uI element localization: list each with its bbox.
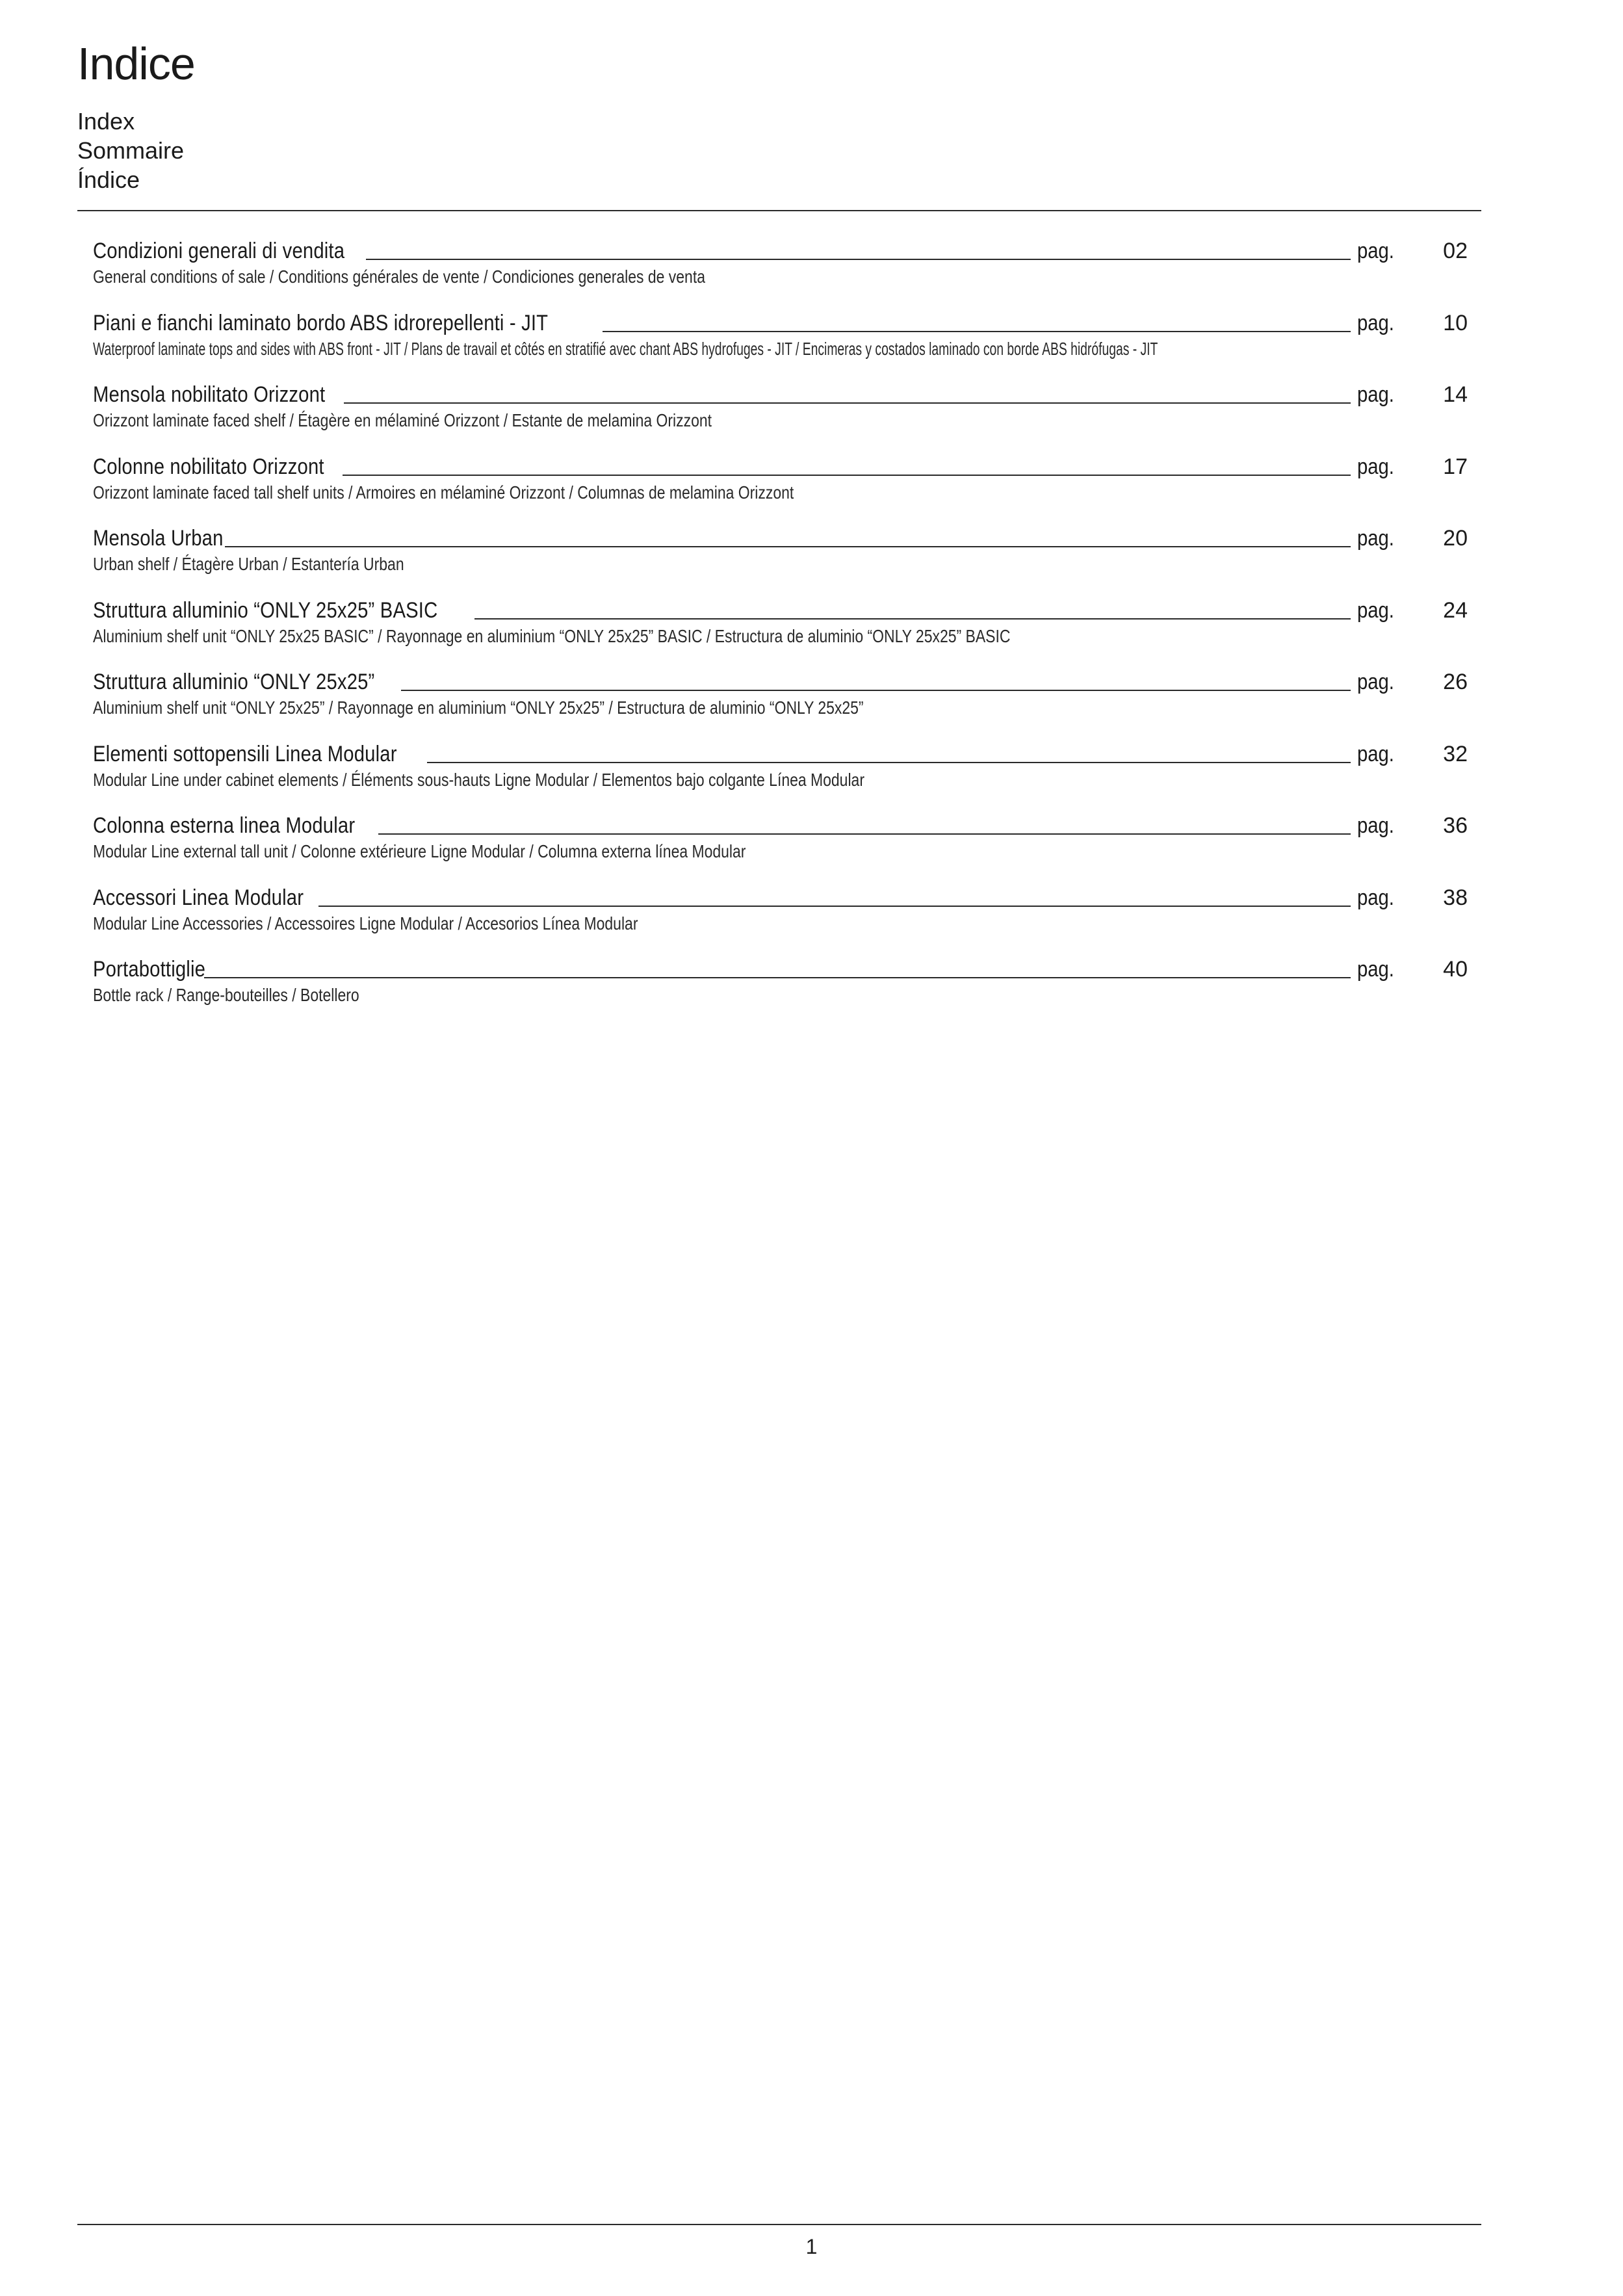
toc-entry[interactable] — [93, 952, 1468, 1024]
toc-entry-row — [93, 306, 1468, 336]
toc-entry[interactable] — [93, 881, 1468, 953]
toc-entry-title[interactable]: Struttura alluminio “ONLY 25x25” BASIC — [93, 597, 438, 623]
table-of-contents — [93, 234, 1468, 1024]
header-divider — [77, 210, 1481, 211]
toc-entry-description: Urban shelf / Étagère Urban / Estantería Urban — [93, 554, 404, 574]
page-number: 1 — [805, 2235, 818, 2258]
toc-entry-description: Aluminium shelf unit “ONLY 25x25” / Rayonnage en aluminium “ONLY 25x25” / Estructura de aluminio “ONLY 25x25” — [93, 698, 864, 718]
toc-leader-line — [474, 618, 1351, 620]
toc-entry-row — [93, 952, 1468, 982]
toc-leader-line — [225, 546, 1351, 547]
toc-entry-row — [93, 521, 1468, 551]
toc-entry-title[interactable]: Accessori Linea Modular — [93, 885, 304, 910]
toc-page-label: pag. — [1357, 957, 1394, 982]
toc-entry-title[interactable]: Condizioni generali di vendita — [93, 239, 345, 263]
toc-page-number[interactable]: 32 — [1443, 741, 1468, 766]
toc-entry-row — [93, 809, 1468, 839]
toc-entry-row — [93, 450, 1468, 480]
toc-page-label: pag. — [1357, 382, 1394, 407]
toc-page-number[interactable]: 14 — [1443, 382, 1468, 407]
toc-entry-row — [93, 665, 1468, 695]
toc-leader-line — [401, 690, 1351, 691]
subtitle-french: Sommaire — [77, 137, 185, 164]
toc-leader-line — [343, 475, 1351, 476]
toc-entry-description: Orizzont laminate faced tall shelf units / Armoires en mélaminé Orizzont / Columnas de melamina Orizzont — [93, 482, 794, 502]
toc-entry[interactable] — [93, 594, 1468, 666]
toc-leader-line — [204, 977, 1351, 978]
toc-page-number[interactable]: 10 — [1443, 310, 1468, 335]
toc-entry-title[interactable]: Portabottiglie — [93, 957, 206, 982]
toc-page-label: pag. — [1357, 526, 1394, 551]
toc-page-label: pag. — [1357, 310, 1394, 335]
toc-entry[interactable] — [93, 737, 1468, 809]
toc-entry-row — [93, 737, 1468, 767]
toc-entry-title[interactable]: Elementi sottopensili Linea Modular — [93, 741, 397, 766]
toc-entry[interactable] — [93, 809, 1468, 881]
toc-entry-title[interactable]: Colonna esterna linea Modular — [93, 813, 356, 838]
toc-entry[interactable] — [93, 306, 1468, 378]
toc-entry-description: Modular Line Accessories / Accessoires Ligne Modular / Accesorios Línea Modular — [93, 913, 638, 933]
footer-divider — [77, 2224, 1481, 2225]
toc-leader-line — [318, 906, 1351, 907]
toc-page-label: pag. — [1357, 741, 1394, 766]
page-header — [77, 34, 1481, 194]
toc-entry-title[interactable]: Piani e fianchi laminato bordo ABS idrorepellenti - JIT — [93, 310, 549, 335]
toc-page-label: pag. — [1357, 454, 1394, 479]
toc-page-label: pag. — [1357, 670, 1394, 694]
toc-page-number[interactable]: 36 — [1443, 813, 1468, 838]
toc-entry-row — [93, 378, 1468, 408]
toc-entry-description: Modular Line external tall unit / Colonne extérieure Ligne Modular / Columna externa línea Modular — [93, 841, 746, 861]
toc-page-number[interactable]: 24 — [1443, 597, 1468, 623]
toc-entry[interactable] — [93, 378, 1468, 450]
toc-entry-title[interactable]: Mensola Urban — [93, 526, 224, 551]
toc-leader-line — [378, 833, 1351, 835]
toc-page-number[interactable]: 17 — [1443, 454, 1468, 479]
toc-entry-description: Orizzont laminate faced shelf / Étagère en mélaminé Orizzont / Estante de melamina Orizzont — [93, 410, 712, 430]
subtitle-spanish: Índice — [77, 166, 140, 193]
toc-entry[interactable] — [93, 450, 1468, 522]
subtitle-list — [77, 107, 1481, 194]
toc-page-label: pag. — [1357, 813, 1394, 838]
toc-leader-line — [427, 762, 1351, 763]
toc-page-label: pag. — [1357, 597, 1394, 623]
toc-page-number[interactable]: 26 — [1443, 670, 1468, 694]
subtitle-english: Index — [77, 108, 135, 135]
toc-page-number[interactable]: 20 — [1443, 526, 1468, 551]
toc-entry-row — [93, 881, 1468, 911]
toc-entry-description: Modular Line under cabinet elements / Éléments sous-hauts Ligne Modular / Elementos bajo colgante Línea Modular — [93, 769, 864, 790]
toc-entry-title[interactable]: Mensola nobilitato Orizzont — [93, 382, 326, 407]
toc-entry[interactable] — [93, 521, 1468, 594]
toc-entry-row — [93, 594, 1468, 623]
toc-leader-line — [366, 259, 1351, 260]
toc-entry[interactable] — [93, 234, 1468, 306]
toc-entry-description: Waterproof laminate tops and sides with ABS front - JIT / Plans de travail et côtés en stratifié avec chant ABS hydrofuges - JIT / Encimeras y costados laminado con borde ABS hidrófugas - JIT — [93, 338, 1158, 359]
toc-page-label: pag. — [1357, 239, 1394, 263]
toc-entry-description: Aluminium shelf unit “ONLY 25x25 BASIC” / Rayonnage en aluminium “ONLY 25x25” BASIC / Estructura de aluminio “ONLY 25x25” BASIC — [93, 625, 1011, 646]
toc-page-number[interactable]: 38 — [1443, 885, 1468, 910]
toc-entry-title[interactable]: Struttura alluminio “ONLY 25x25” — [93, 670, 375, 694]
toc-page-number[interactable]: 40 — [1443, 957, 1468, 982]
toc-page-number[interactable]: 02 — [1443, 239, 1468, 263]
toc-leader-line — [344, 402, 1351, 404]
toc-entry-title[interactable]: Colonne nobilitato Orizzont — [93, 454, 324, 479]
toc-page-label: pag. — [1357, 885, 1394, 910]
toc-entry[interactable] — [93, 665, 1468, 737]
page-title: Indice — [77, 38, 195, 89]
toc-entry-description: General conditions of sale / Conditions générales de vente / Condiciones generales de venta — [93, 267, 705, 287]
toc-entry-row — [93, 234, 1468, 264]
toc-entry-description: Bottle rack / Range-bouteilles / Botellero — [93, 985, 359, 1005]
toc-leader-line — [603, 331, 1351, 332]
